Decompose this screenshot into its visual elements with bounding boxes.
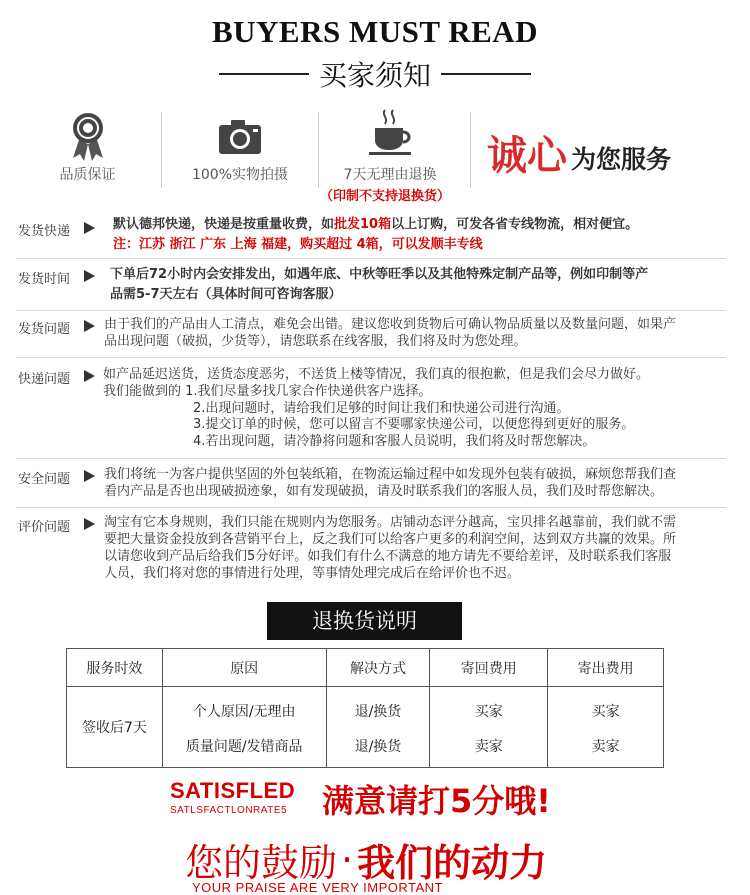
shipping-issue-line1: 由于我们的产品由人工清点，难免会出错。建议您收到货物后可确认物品质量以及数量问题，如果产	[104, 317, 677, 332]
table-cell-return-fee: 卖家	[430, 728, 548, 768]
shipping-express-line1: 默认德邦快递，快递是按重量收费，如批发10箱以上订购，可发各省专线物流，相对便宜。	[113, 217, 639, 232]
express-issue-line5: 4.若出现问题，请冷静将问题和客服人员说明，我们将及时帮您解决。	[193, 434, 596, 449]
arrow-icon	[84, 320, 95, 332]
coffee-cup-icon	[367, 108, 415, 158]
table-header-cell: 服务时效	[67, 649, 163, 687]
feature-divider	[318, 112, 319, 188]
feature-real-photo	[170, 108, 310, 188]
table-header-cell: 原因	[162, 649, 326, 687]
table-cell-reason: 个人原因/无理由	[162, 687, 326, 729]
shipping-time-line2: 品需5-7天左右（具体时间可咨询客服）	[110, 287, 342, 302]
shipping-express-line2: 注：江苏 浙江 广东 上海 福建，购买超过 4箱，可以发顺丰专线	[113, 237, 483, 252]
section-label-express-issue: 快递问题	[18, 372, 71, 387]
section-divider	[16, 458, 726, 459]
return-policy-table	[66, 648, 664, 768]
title-chinese: 买家须知	[318, 59, 431, 92]
feature-divider	[161, 112, 162, 188]
feature-quality	[30, 108, 145, 188]
feature-quality-label: 品质保证	[59, 167, 116, 183]
arrow-icon	[84, 270, 95, 282]
promise-slogan	[487, 120, 671, 180]
title-english: BUYERS MUST READ	[211, 14, 539, 49]
section-label-shipping-express: 发货快递	[18, 224, 71, 239]
section-label-review-issue: 评价问题	[18, 520, 71, 535]
title-chinese-row	[0, 54, 750, 94]
section-divider	[16, 310, 726, 311]
express-issue-line2: 我们能做到的 1.我们尽量多找几家合作快递供客户选择。	[103, 384, 432, 399]
satisfied-english: SATISFLED	[170, 778, 296, 803]
section-label-shipping-issue: 发货问题	[18, 322, 71, 337]
table-cell-method: 退/换货	[326, 728, 430, 768]
table-header-cell: 解决方式	[326, 649, 430, 687]
return-policy-banner: 退换货说明	[267, 602, 462, 640]
feature-divider	[470, 112, 471, 188]
table-cell-period: 签收后7天	[67, 687, 163, 768]
award-ribbon-icon	[71, 112, 105, 162]
safety-issue-line2: 看内产品是否也出现破损迹象，如有发现破损，请及时联系我们的客服人员，我们及时帮您解决。	[104, 484, 664, 499]
arrow-icon	[84, 518, 95, 530]
satisfied-english-sub: SATLSFACTLONRATE5	[170, 805, 288, 816]
slogan-english: YOUR PRAISE ARE VERY IMPORTANT	[192, 880, 443, 895]
table-cell-return-fee: 买家	[430, 687, 548, 729]
table-header-cell: 寄回费用	[430, 649, 548, 687]
promise-small-text: 为您服务	[571, 145, 672, 174]
camera-icon	[217, 118, 263, 156]
table-row	[67, 687, 664, 729]
satisfied-chinese: 满意请打5分哦!	[322, 782, 551, 820]
express-issue-line1: 如产品延迟送货，送货态度恶劣，不送货上楼等情况，我们真的很抱歉，但是我们会尽力做好。	[103, 367, 650, 382]
promise-big-text: 诚心	[487, 133, 567, 179]
feature-note: （印制不支持退换货）	[319, 189, 450, 204]
shipping-issue-line2: 品出现问题（破损，少货等），请您联系在线客服，我们将及时为您处理。	[104, 334, 527, 349]
slogan	[185, 832, 547, 887]
arrow-icon	[84, 222, 95, 234]
arrow-icon	[84, 370, 95, 382]
review-issue-line2: 要把大量资金投放到各营销平台上，反之我们可以给客户更多的利润空间，达到双方共赢的效果。所	[104, 532, 677, 547]
table-cell-reason: 质量问题/发错商品	[162, 728, 326, 768]
shipping-time-line1: 下单后72小时内会安排发出，如遇年底、中秋等旺季以及其他特殊定制产品等，例如印制等产	[110, 267, 649, 282]
table-header-row	[67, 649, 664, 687]
table-header-cell: 寄出费用	[548, 649, 664, 687]
table-cell-send-fee: 买家	[548, 687, 664, 729]
section-divider	[16, 258, 726, 259]
section-label-shipping-time: 发货时间	[18, 272, 71, 287]
slogan-part-a: 您的鼓励	[185, 841, 338, 885]
table-cell-method: 退/换货	[326, 687, 430, 729]
review-issue-line1: 淘宝有它本身规则，我们只能在规则内为您服务。店铺动态评分越高，宝贝排名越靠前，我们就不需	[104, 515, 677, 530]
review-issue-line4: 人员，我们将对您的事情进行处理，等事情处理完成后在给评价也不迟。	[104, 566, 521, 581]
review-issue-line3: 以请您收到产品后给我们5分好评。如我们有什么不满意的地方请先不要给差评，及时联系我们客服	[104, 549, 672, 564]
feature-seven-day-return-label: 7天无理由退换	[343, 167, 437, 183]
title-divider-right	[441, 73, 531, 75]
section-divider	[16, 357, 726, 358]
arrow-icon	[84, 470, 95, 482]
feature-seven-day-return	[325, 108, 455, 188]
slogan-part-b: 我们的动力	[357, 841, 548, 885]
table-cell-send-fee: 卖家	[548, 728, 664, 768]
express-issue-line4: 3.提交订单的时候，您可以留言不要哪家快递公司，以便您得到更好的服务。	[193, 417, 635, 432]
section-divider	[16, 507, 726, 508]
safety-issue-line1: 我们将统一为客户提供坚固的外包装纸箱，在物流运输过程中如发现外包装有破损，麻烦您帮我们查	[104, 467, 677, 482]
feature-real-photo-label: 100%实物拍摄	[191, 167, 289, 183]
title-divider-left	[219, 73, 309, 75]
section-label-safety-issue: 安全问题	[18, 472, 71, 487]
slogan-dot: ·	[341, 837, 354, 882]
express-issue-line3: 2.出现问题时，请给我们足够的时间让我们和快递公司进行沟通。	[193, 401, 570, 416]
